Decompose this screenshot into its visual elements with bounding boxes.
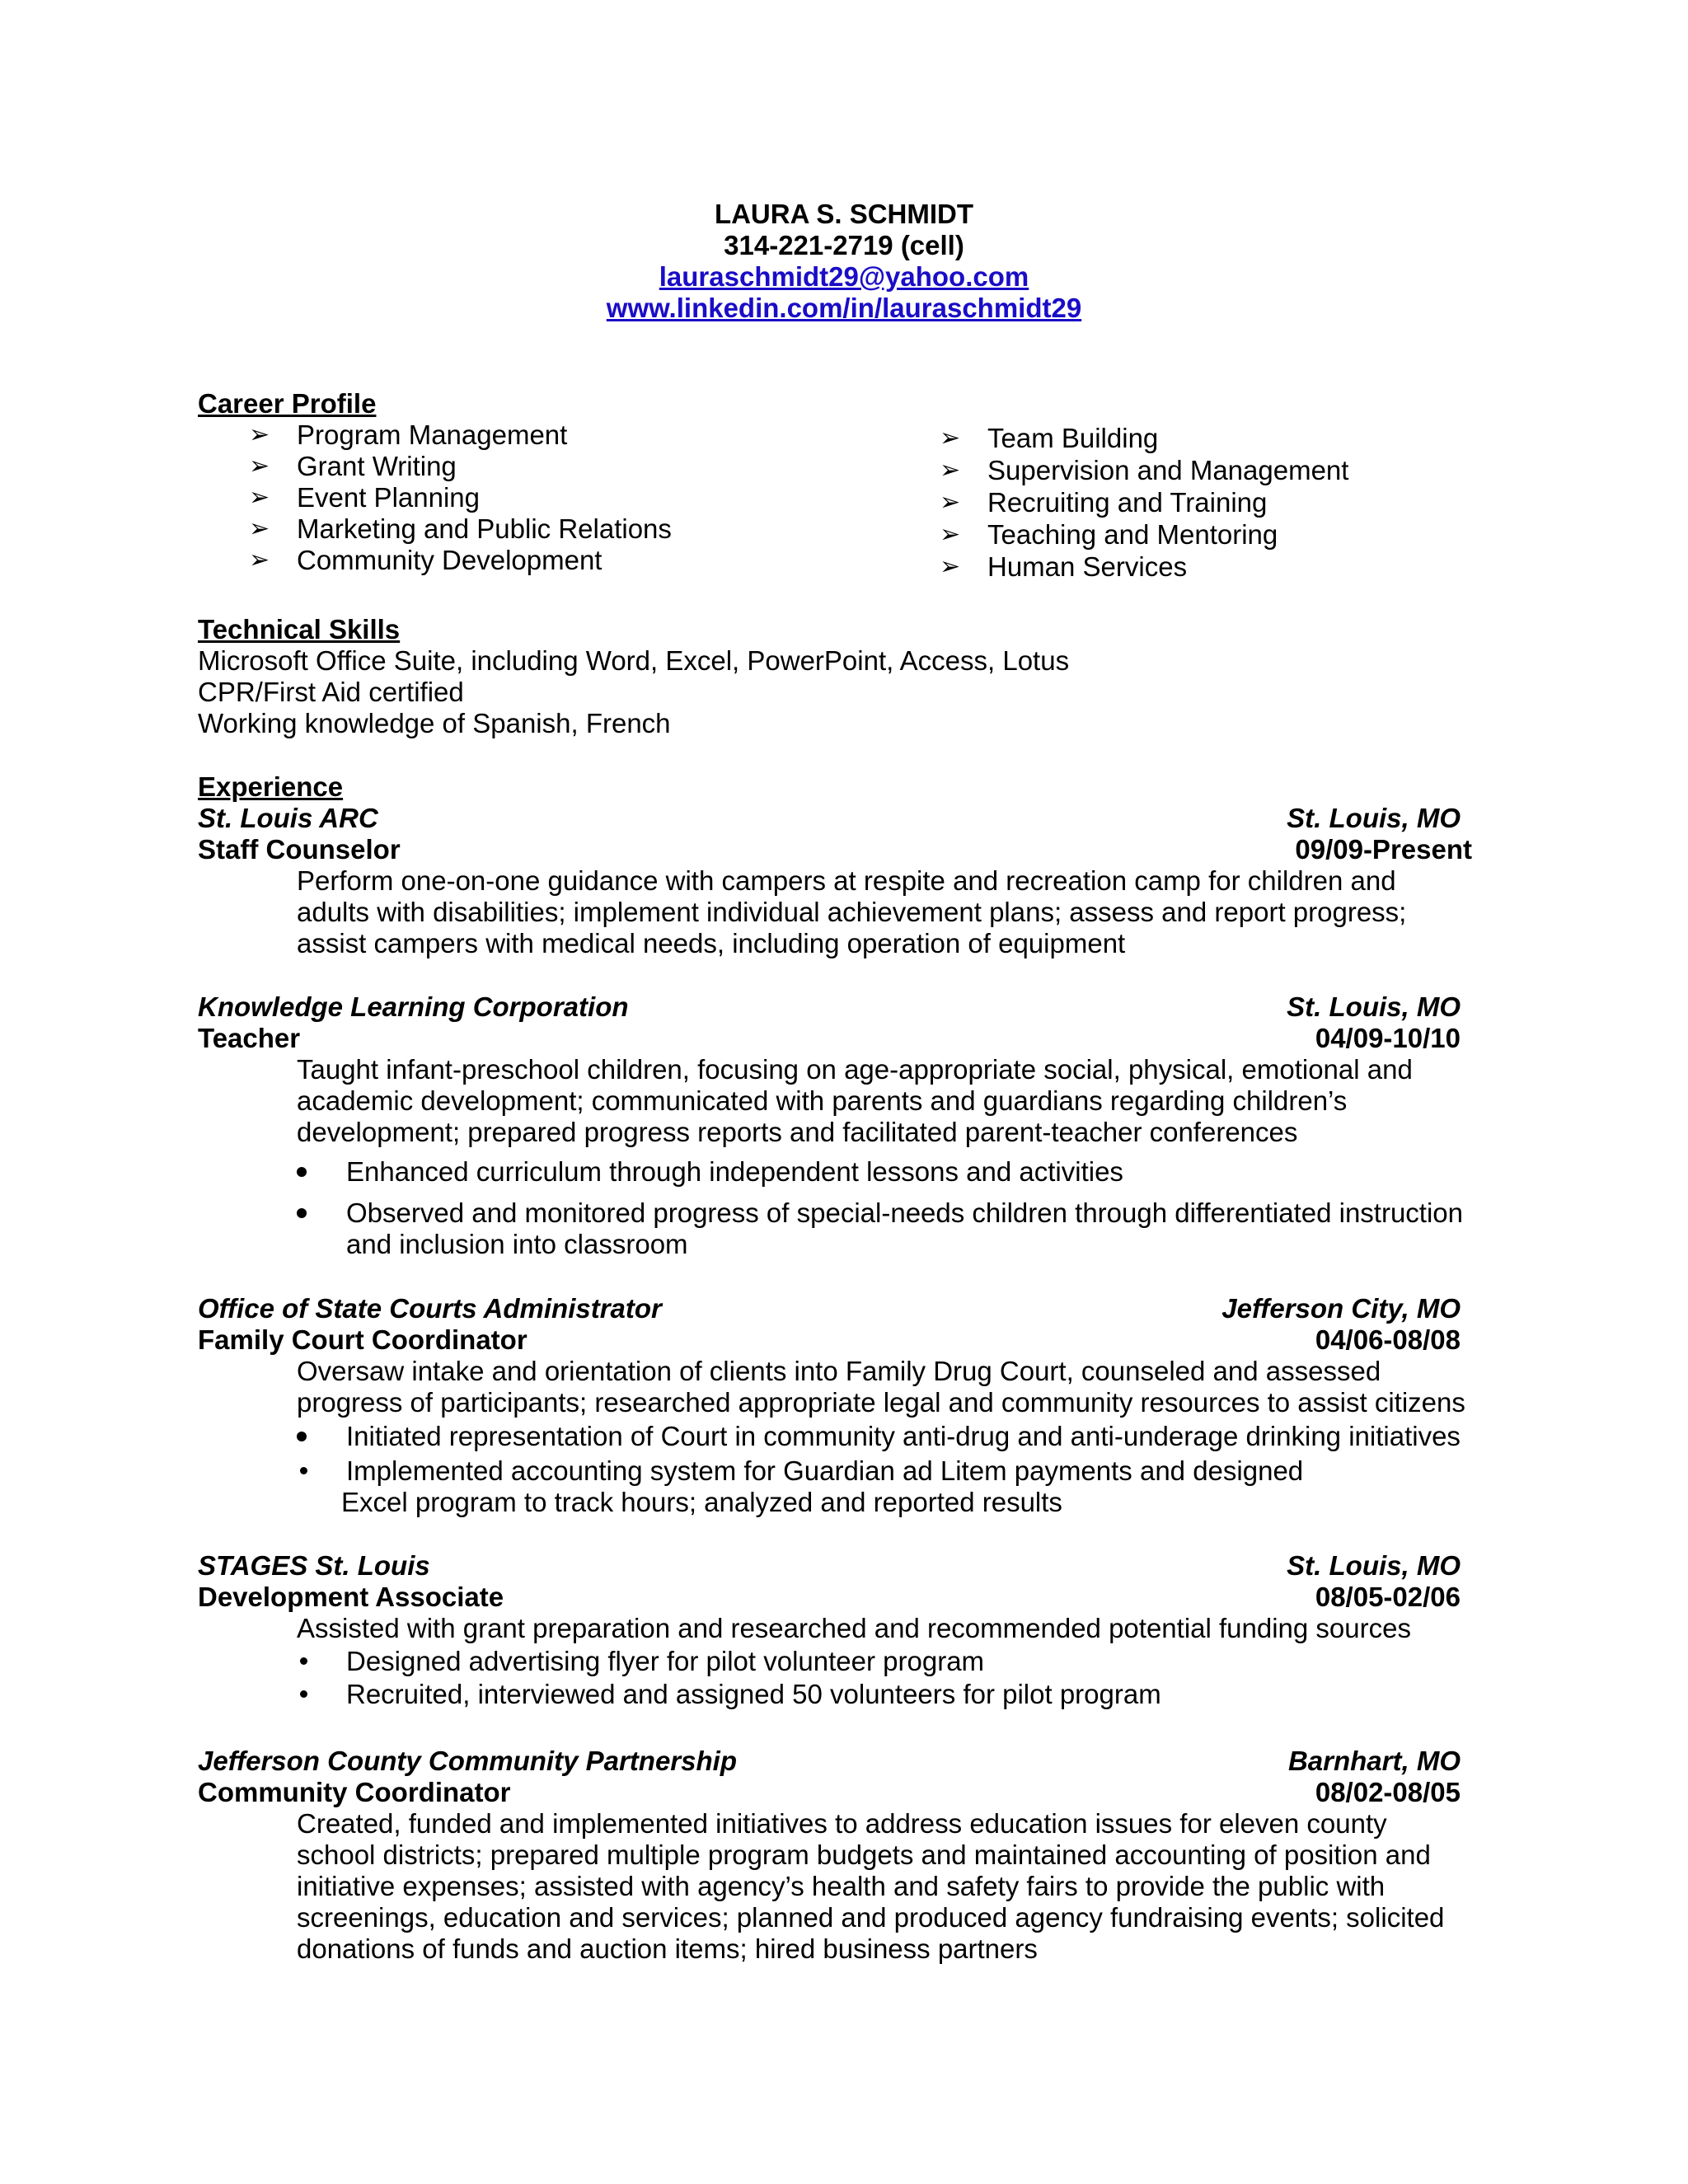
job-description-line: Taught infant-preschool children, focusing on age-appropriate social, physical, emotional and [297, 1054, 1413, 1085]
bullet-dot-icon [297, 1208, 307, 1218]
job-dates: 08/02-08/05 [1315, 1777, 1461, 1807]
job-title: Community Coordinator [198, 1777, 511, 1807]
linkedin-link-wrap [0, 292, 1688, 325]
career-profile-heading: Career Profile [198, 388, 377, 419]
arrow-bullet-icon: ➢ [249, 421, 270, 448]
profile-item: Teaching and Mentoring [987, 519, 1278, 550]
employer-name: St. Louis ARC [198, 803, 378, 833]
employer-name: Knowledge Learning Corporation [198, 991, 629, 1022]
arrow-bullet-icon: ➢ [249, 515, 270, 542]
profile-item: Supervision and Management [987, 455, 1349, 485]
arrow-bullet-icon: ➢ [940, 521, 961, 548]
job-location: St. Louis, MO [1287, 991, 1461, 1022]
job-description-line: screenings, education and services; planned and produced agency fundraising events; solicited [297, 1902, 1445, 1933]
bullet-dot-icon [297, 1432, 307, 1441]
arrow-bullet-icon: ➢ [249, 452, 270, 480]
job-title: Family Court Coordinator [198, 1324, 528, 1355]
employer-name: Office of State Courts Administrator [198, 1293, 662, 1324]
job-bullet: Implemented accounting system for Guardian ad Litem payments and designed [346, 1455, 1304, 1486]
job-description-line: Perform one-on-one guidance with campers at respite and recreation camp for children and [297, 865, 1396, 896]
job-description-line: assist campers with medical needs, including operation of equipment [297, 928, 1126, 958]
job-description-line: donations of funds and auction items; hired business partners [297, 1933, 1038, 1964]
job-dates: 04/09-10/10 [1315, 1023, 1461, 1053]
arrow-bullet-icon: ➢ [249, 484, 270, 511]
job-description-line: Oversaw intake and orientation of clients into Family Drug Court, counseled and assessed [297, 1356, 1381, 1386]
arrow-bullet-icon: ➢ [940, 489, 961, 516]
job-description-line: initiative expenses; assisted with agency’s health and safety fairs to provide the public with [297, 1871, 1386, 1901]
bullet-dot-icon [300, 1467, 307, 1474]
job-title: Staff Counselor [198, 834, 401, 865]
job-description-line: Created, funded and implemented initiatives to address education issues for eleven county [297, 1808, 1387, 1839]
job-location: Barnhart, MO [1287, 1746, 1461, 1776]
arrow-bullet-icon: ➢ [940, 553, 961, 580]
job-bullet: Initiated representation of Court in community anti-drug and anti-underage drinking initiatives [346, 1421, 1461, 1451]
job-description-line: adults with disabilities; implement individual achievement plans; assess and report progress; [297, 897, 1407, 927]
bullet-dot-icon [300, 1690, 307, 1698]
employer-name: Jefferson County Community Partnership [198, 1746, 737, 1776]
job-bullet: Observed and monitored progress of special-needs children through differentiated instruction [346, 1197, 1464, 1228]
phone-number: 314-221-2719 (cell) [724, 230, 964, 260]
linkedin-link[interactable]: www.linkedin.com/in/lauraschmidt29 [606, 293, 1082, 323]
profile-item: Program Management [297, 419, 568, 450]
candidate-name: LAURA S. SCHMIDT [714, 199, 974, 229]
job-title: Development Associate [198, 1582, 504, 1612]
job-dates: 04/06-08/08 [1315, 1324, 1461, 1355]
job-location: St. Louis, MO [1287, 1550, 1461, 1581]
profile-item: Community Development [297, 545, 603, 575]
technical-skills-heading: Technical Skills [198, 614, 401, 644]
job-bullet: Designed advertising flyer for pilot volunteer program [346, 1646, 985, 1676]
email-link-wrap [0, 260, 1688, 293]
bullet-dot-icon [300, 1657, 307, 1665]
job-description-line: Assisted with grant preparation and researched and recommended potential funding sources [297, 1613, 1411, 1643]
profile-item: Team Building [987, 423, 1159, 453]
job-description-line: development; prepared progress reports and facilitated parent-teacher conferences [297, 1117, 1298, 1147]
job-bullet-continuation: and inclusion into classroom [346, 1229, 688, 1259]
job-description-line: academic development; communicated with parents and guardians regarding children’s [297, 1085, 1348, 1116]
job-bullet: Recruited, interviewed and assigned 50 volunteers for pilot program [346, 1679, 1161, 1709]
arrow-bullet-icon: ➢ [940, 457, 961, 484]
job-bullet-continuation: Excel program to track hours; analyzed and reported results [341, 1487, 1062, 1517]
profile-item: Recruiting and Training [987, 487, 1268, 518]
job-bullet: Enhanced curriculum through independent lessons and activities [346, 1156, 1123, 1187]
job-location: St. Louis, MO [1287, 803, 1461, 833]
skill-line: CPR/First Aid certified [198, 677, 464, 707]
profile-item: Event Planning [297, 482, 480, 513]
job-dates: 09/09-Present [1295, 834, 1472, 865]
profile-item: Marketing and Public Relations [297, 513, 672, 544]
skill-line: Working knowledge of Spanish, French [198, 708, 671, 738]
job-title: Teacher [198, 1023, 301, 1053]
job-description-line: school districts; prepared multiple program budgets and maintained accounting of position and [297, 1840, 1431, 1870]
arrow-bullet-icon: ➢ [940, 424, 961, 452]
employer-name: STAGES St. Louis [198, 1550, 430, 1581]
email-link[interactable]: lauraschmidt29@yahoo.com [659, 261, 1029, 292]
job-description-line: progress of participants; researched appropriate legal and community resources to assist citizens [297, 1387, 1465, 1418]
profile-item: Grant Writing [297, 451, 457, 481]
job-dates: 08/05-02/06 [1315, 1582, 1461, 1612]
skill-line: Microsoft Office Suite, including Word, Excel, PowerPoint, Access, Lotus [198, 645, 1070, 676]
experience-heading: Experience [198, 771, 344, 802]
arrow-bullet-icon: ➢ [249, 546, 270, 574]
profile-item: Human Services [987, 551, 1188, 582]
job-location: Jefferson City, MO [1221, 1293, 1461, 1324]
bullet-dot-icon [297, 1167, 307, 1177]
